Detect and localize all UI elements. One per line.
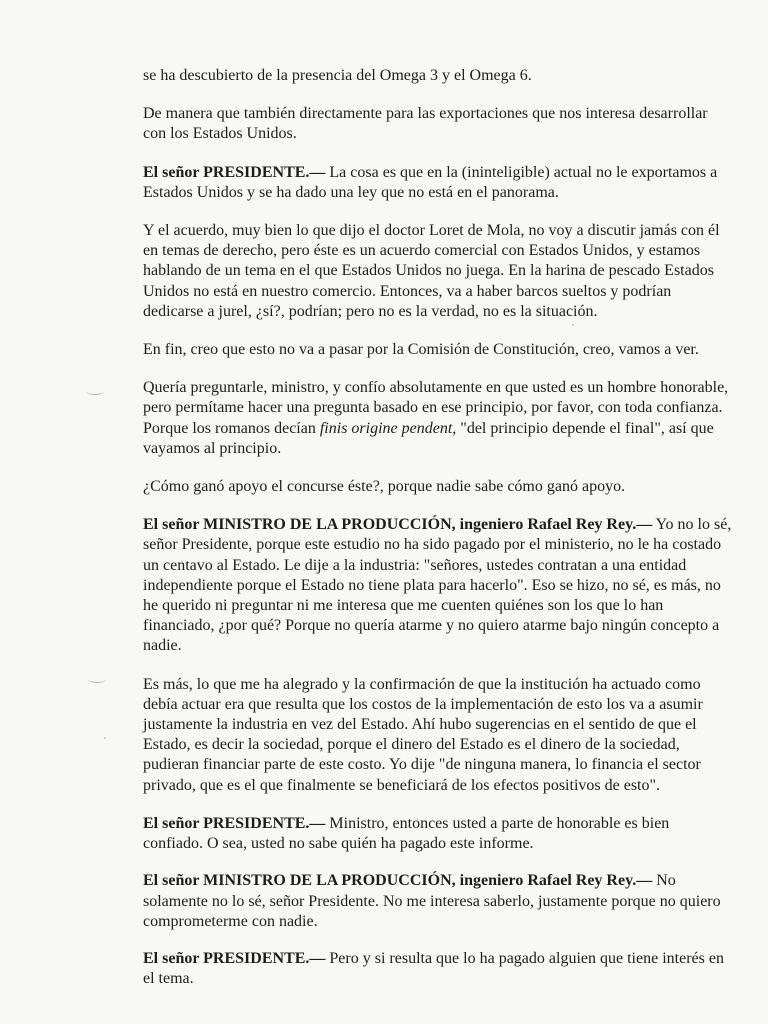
paragraph-text: La cosa es que en la (ininteligible) actual no le exportamos a Estados Unidos y se ha dado una ley que no está en el panorama.	[143, 163, 718, 201]
paragraph-text: Y el acuerdo, muy bien lo que dijo el doctor Loret de Mola, no voy a discutir jamás con él en temas de derecho, pero éste es un acuerdo comercial con Estados Unidos, y estamos hablando de un tema en el que Estados Unidos no juega. En la harina de pescado Estados Unidos no está en nuestro comercio. Entonces, va a haber barcos sueltos y podrían dedicarse a jurel, ¿sí?, podrían; pero no es la verdad, no es la situación.	[143, 222, 720, 320]
paragraph-7	[143, 477, 733, 497]
transcript-body	[143, 66, 733, 1007]
paragraph-text: Quería preguntarle, ministro, y confío absolutamente en que usted es un hombre honorable, pero permítame hacer una pregunta basado en ese principio, por favor, con toda confianza. Porque los romanos decían	[143, 379, 729, 437]
speaker-label: El señor MINISTRO DE LA PRODUCCIÓN, ingeniero Rafael Rey Rey.—	[143, 872, 653, 890]
speaker-label: El señor PRESIDENTE.—	[143, 814, 326, 832]
paragraph-text: En fin, creo que esto no va a pasar por la Comisión de Constitución, creo, vamos a ver.	[143, 341, 699, 359]
paragraph-9	[143, 675, 733, 796]
paragraph-3	[143, 163, 733, 203]
paragraph-text: Es más, lo que me ha alegrado y la confirmación de que la institución ha actuado como debía actuar era que resulta que los costos de la implementación de esto los va a asumir justamente la industria en vez del Estado. Ahí hubo sugerencias en el sentido de que el Estado, es decir la sociedad, porque el dinero del Estado es el dinero de la sociedad, pudieran financiar parte de este costo. Yo dije "de ninguna manera, lo financia el sector privado, que es el que finalmente se beneficiará de los efectos positivos de esto".	[143, 675, 703, 794]
paragraph-text: ¿Cómo ganó apoyo el concurse éste?, porque nadie sabe cómo ganó apoyo.	[143, 478, 626, 496]
paragraph-4	[143, 221, 733, 322]
paragraph-text: Ministro, entonces usted a parte de honorable es bien confiado. O sea, usted no sabe quién ha pagado este informe.	[143, 814, 670, 853]
speaker-label: El señor PRESIDENTE.—	[143, 949, 326, 967]
paragraph-11	[143, 871, 733, 932]
speaker-label: El señor PRESIDENTE.—	[143, 163, 326, 181]
paragraph-1	[143, 66, 733, 86]
latin-phrase: finis origine pendent,	[319, 419, 457, 437]
paragraph-6	[143, 378, 733, 459]
scan-artifact-mark	[86, 388, 104, 395]
scan-artifact-dot	[104, 737, 106, 739]
speaker-label: El señor MINISTRO DE LA PRODUCCIÓN, ingeniero Rafael Rey Rey.—	[143, 516, 653, 534]
paragraph-text: se ha descubierto de la presencia del Omega 3 y el Omega 6.	[143, 67, 532, 84]
paragraph-text: De manera que también directamente para las exportaciones que nos interesa desarrollar con los Estados Unidos.	[143, 105, 708, 143]
paragraph-text: No solamente no lo sé, señor Presidente. No me interesa saberlo, justamente porque no quiero comprometerme con nadie.	[143, 872, 721, 930]
paragraph-5	[143, 340, 733, 360]
scan-artifact-mark	[88, 676, 106, 683]
paragraph-12	[143, 949, 733, 989]
paragraph-8	[143, 515, 733, 656]
paragraph-10	[143, 814, 733, 854]
paragraph-text: "del principio depende el final", así que vayamos al principio.	[143, 419, 714, 457]
paragraph-text: Pero y si resulta que lo ha pagado alguien que tiene interés en el tema.	[143, 949, 724, 988]
paragraph-text: Yo no lo sé, señor Presidente, porque este estudio no ha sido pagado por el ministerio, no le ha costado un centavo al Estado. Le dije a la industria: "señores, ustedes contratan a una entidad independiente porque el Estado no tiene plata para hacerlo". Eso se hizo, no sé, es más, no he querido ni preguntar ni me interesa que me cuenten quiénes son los que lo han financiado, ¿por qué? Porque no quería atarme y no quiero atarme bajo ningún concepto a nadie.	[143, 516, 732, 655]
paragraph-2	[143, 104, 733, 144]
